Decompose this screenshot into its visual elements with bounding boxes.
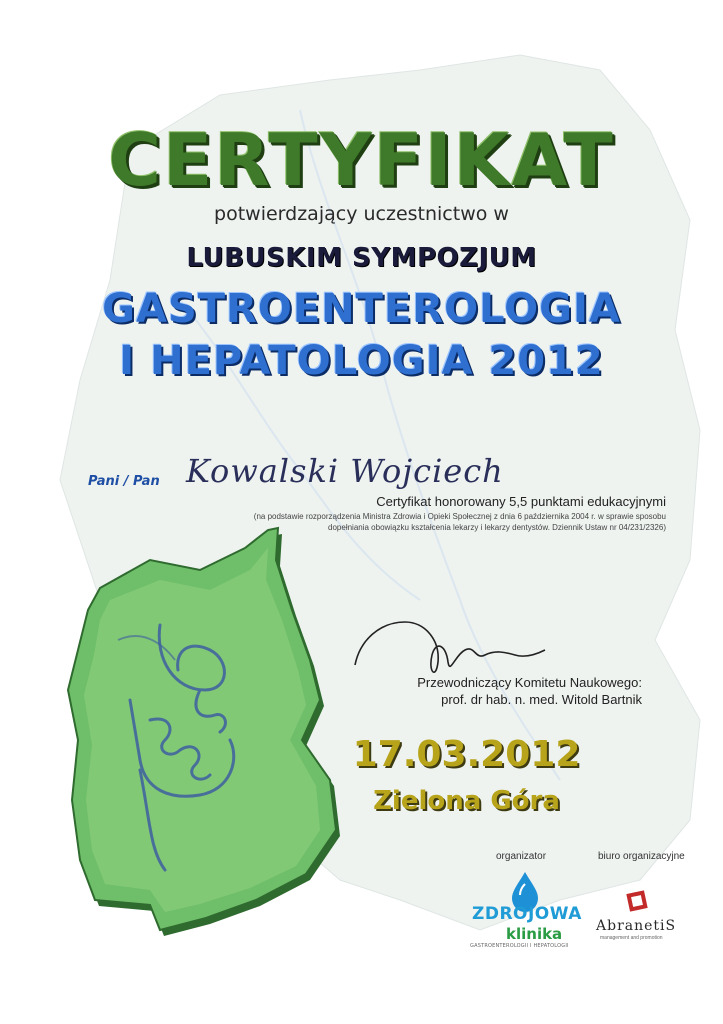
- organizer-label: organizator: [496, 851, 547, 862]
- event-city: Zielona Góra: [373, 786, 560, 816]
- legal-note-line-1: (na podstawie rozporządzenia Ministra Zdrowia i Opieki Społecznej z dnia 6 października 2004 r. w sprawie sposobu: [253, 512, 666, 521]
- organizer-logo-tagline: GASTROENTEROLOGII I HEPATOLOGII: [470, 943, 569, 949]
- chair-name: prof. dr hab. n. med. Witold Bartnik: [441, 692, 642, 707]
- topic-line-2: I HEPATOLOGIA 2012: [119, 338, 604, 384]
- organizer-logo-subname: klinika: [506, 925, 563, 943]
- chair-title: Przewodniczący Komitetu Naukowego:: [417, 675, 642, 690]
- topic-line-1: GASTROENTEROLOGIA: [102, 286, 621, 332]
- office-logo-name: AbranetiS: [596, 918, 677, 934]
- legal-note-line-2: dopełniania obowiązku kształcenia lekarzy i lekarzy dentystów. Dziennik Ustaw nr 04/231/2326): [328, 523, 666, 532]
- certificate-subtitle: potwierdzający uczestnictwo w: [214, 203, 509, 225]
- event-date: 17.03.2012: [352, 734, 581, 775]
- recipient-name: Kowalski Wojciech: [186, 452, 504, 490]
- abranetis-logo-icon: [626, 890, 647, 911]
- education-points-text: Certyfikat honorowany 5,5 punktami edukacyjnymi: [376, 494, 666, 509]
- office-label: biuro organizacyjne: [598, 851, 685, 862]
- organizer-logo-name: ZDROJOWA: [472, 904, 582, 924]
- chair-block: [370, 674, 642, 708]
- office-logo-tagline: management and promotion: [600, 935, 663, 941]
- symposium-name: LUBUSKIM SYMPOZJUM: [186, 243, 537, 273]
- certificate-title: CERTYFIKAT: [108, 118, 615, 202]
- recipient-label: Pani / Pan: [88, 474, 160, 489]
- legal-note: [220, 511, 666, 533]
